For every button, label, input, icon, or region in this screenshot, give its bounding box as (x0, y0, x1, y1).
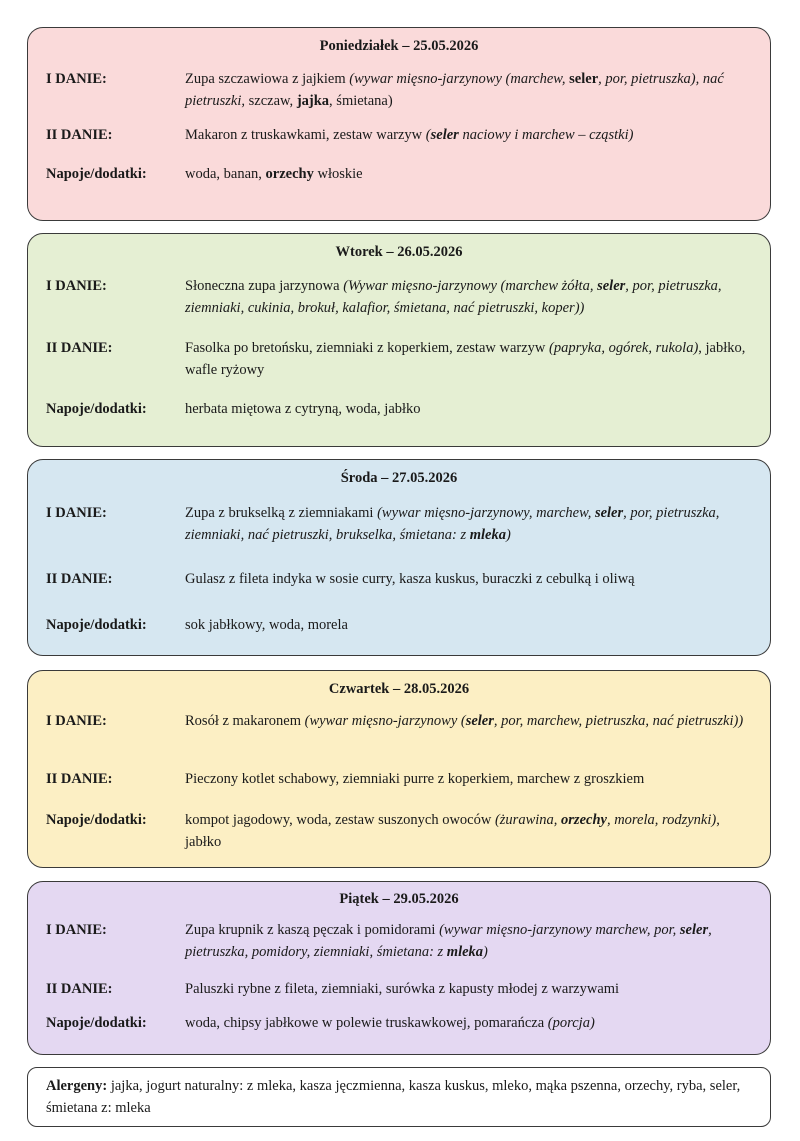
drinks-label: Napoje/dodatki: (46, 401, 147, 417)
text-segment: Rosół z makaronem (185, 713, 305, 729)
text-segment: kompot jagodowy, woda, zestaw suszonych owoców (185, 812, 495, 828)
text-segment: Zupa szczawiowa z jajkiem (185, 71, 350, 87)
allergens-text: jajka, jogurt naturalny: z mleka, kasza jęczmienna, kasza kuskus, mleko, mąka pszenna, orzechy, ryba, seler, śmietana z: mleka (46, 1078, 741, 1116)
text-segment: , por, pietruszka, ziemniaki, cukinia, brokuł, kalafior, śmietana, nać pietruszki, koper)) (185, 278, 722, 316)
allergen-highlight: mleka (446, 944, 484, 960)
day-title: Czwartek – 28.05.2026 (328, 681, 470, 697)
allergen-highlight: seler (597, 278, 626, 294)
second-course-label: II DANIE: (46, 340, 113, 356)
second-course-text (185, 568, 756, 590)
drinks-text (185, 163, 756, 185)
first-course-label: I DANIE: (46, 922, 107, 938)
text-segment: ) (483, 944, 488, 960)
text-segment: ) (505, 527, 511, 543)
allergen-highlight: orzechy (561, 812, 607, 828)
allergen-highlight: mleka (469, 527, 506, 543)
second-course-text (185, 337, 756, 381)
second-course-label: II DANIE: (46, 771, 113, 787)
first-course-label: I DANIE: (46, 713, 107, 729)
drinks-label: Napoje/dodatki: (46, 166, 147, 182)
day-title: Poniedziałek – 25.05.2026 (319, 38, 479, 54)
text-segment: woda, banan, (185, 166, 266, 182)
text-segment: (Wywar mięsno-jarzynowy (marchew żółta, (343, 278, 598, 294)
text-segment: Zupa krupnik z kaszą pęczak i pomidorami (185, 922, 440, 938)
drinks-label: Napoje/dodatki: (46, 617, 147, 633)
drinks-text (185, 809, 756, 853)
day-card-friday (27, 881, 771, 1055)
text-segment: Paluszki rybne z fileta, ziemniaki, surówka z kapusty młodej z warzywami (185, 981, 620, 997)
text-segment: , por, pietruszka), nać pietruszki, (185, 71, 724, 109)
text-segment: (wywar mięsno-jarzynowy (marchew, (349, 71, 570, 87)
second-course-text (185, 124, 756, 146)
second-course-label: II DANIE: (46, 981, 113, 997)
day-card-monday (27, 27, 771, 221)
text-segment: , por, marchew, pietruszka, nać pietruszki)) (493, 713, 744, 729)
allergens-box (27, 1067, 771, 1127)
text-segment: (papryka, ogórek, rukola) (549, 340, 699, 356)
drinks-text (185, 1012, 756, 1034)
allergen-highlight: seler (430, 127, 459, 143)
text-segment: włoskie (313, 166, 363, 182)
text-segment: Słoneczna zupa jarzynowa (185, 278, 344, 294)
text-segment: , śmietana) (329, 93, 393, 109)
drinks-label: Napoje/dodatki: (46, 812, 147, 828)
text-segment: Gulasz z fileta indyka w sosie curry, kasza kuskus, buraczki z cebulką i oliwą (185, 571, 635, 587)
first-course-text (185, 502, 756, 546)
text-segment: herbata miętowa z cytryną, woda, jabłko (185, 401, 421, 417)
first-course-label: I DANIE: (46, 71, 107, 87)
text-segment: , jabłko (185, 812, 720, 850)
text-segment: naciowy i marchew – cząstki) (458, 127, 634, 143)
first-course-text (185, 919, 756, 963)
text-segment: , jabłko, wafle ryżowy (185, 340, 746, 378)
text-segment: sok jabłkowy, woda, morela (185, 617, 348, 633)
text-segment: Pieczony kotlet schabowy, ziemniaki purre z koperkiem, marchew z groszkiem (185, 771, 645, 787)
allergen-highlight: seler (679, 922, 709, 938)
text-segment: (wywar mięsno-jarzynowy ( (304, 713, 466, 729)
first-course-text (185, 275, 756, 319)
day-card-wednesday (27, 459, 771, 656)
allergens-label: Alergeny: (46, 1078, 108, 1094)
second-course-label: II DANIE: (46, 571, 113, 587)
allergen-highlight: seler (594, 505, 624, 521)
text-segment: Zupa z brukselką z ziemniakami (185, 505, 378, 521)
text-segment: ( (425, 127, 431, 143)
allergen-highlight: orzechy (265, 166, 314, 182)
drinks-text (185, 398, 756, 420)
text-segment: , pietruszka, pomidory, ziemniaki, śmietana: z (185, 922, 712, 960)
drinks-text (185, 614, 756, 636)
text-segment: (wywar mięsno-jarzynowy, marchew, (377, 505, 595, 521)
text-segment: , morela, rodzynki) (606, 812, 717, 828)
day-card-tuesday (27, 233, 771, 447)
text-segment: Fasolka po bretońsku, ziemniaki z koperkiem, zestaw warzyw (185, 340, 550, 356)
first-course-text (185, 710, 756, 732)
first-course-label: I DANIE: (46, 278, 107, 294)
allergen-highlight: jajka (296, 93, 330, 109)
second-course-label: II DANIE: (46, 127, 113, 143)
day-title: Piątek – 29.05.2026 (339, 891, 459, 907)
day-card-thursday (27, 670, 771, 868)
text-segment: (żurawina, (494, 812, 562, 828)
text-segment: , por, pietruszka, ziemniaki, nać pietruszki, brukselka, śmietana: z (185, 505, 720, 543)
allergen-highlight: seler (569, 71, 599, 87)
drinks-label: Napoje/dodatki: (46, 1015, 147, 1031)
allergen-highlight: seler (465, 713, 494, 729)
first-course-text (185, 68, 756, 112)
day-title: Środa – 27.05.2026 (340, 470, 458, 486)
text-segment: woda, chipsy jabłkowe w polewie truskawkowej, pomarańcza (185, 1015, 548, 1031)
text-segment: szczaw, (248, 93, 297, 109)
text-segment: (wywar mięsno-jarzynowy marchew, por, (439, 922, 680, 938)
day-title: Wtorek – 26.05.2026 (335, 244, 463, 260)
second-course-text (185, 978, 756, 1000)
text-segment: (porcja) (547, 1015, 595, 1031)
text-segment: Makaron z truskawkami, zestaw warzyw (185, 127, 426, 143)
second-course-text (185, 768, 756, 790)
first-course-label: I DANIE: (46, 505, 107, 521)
